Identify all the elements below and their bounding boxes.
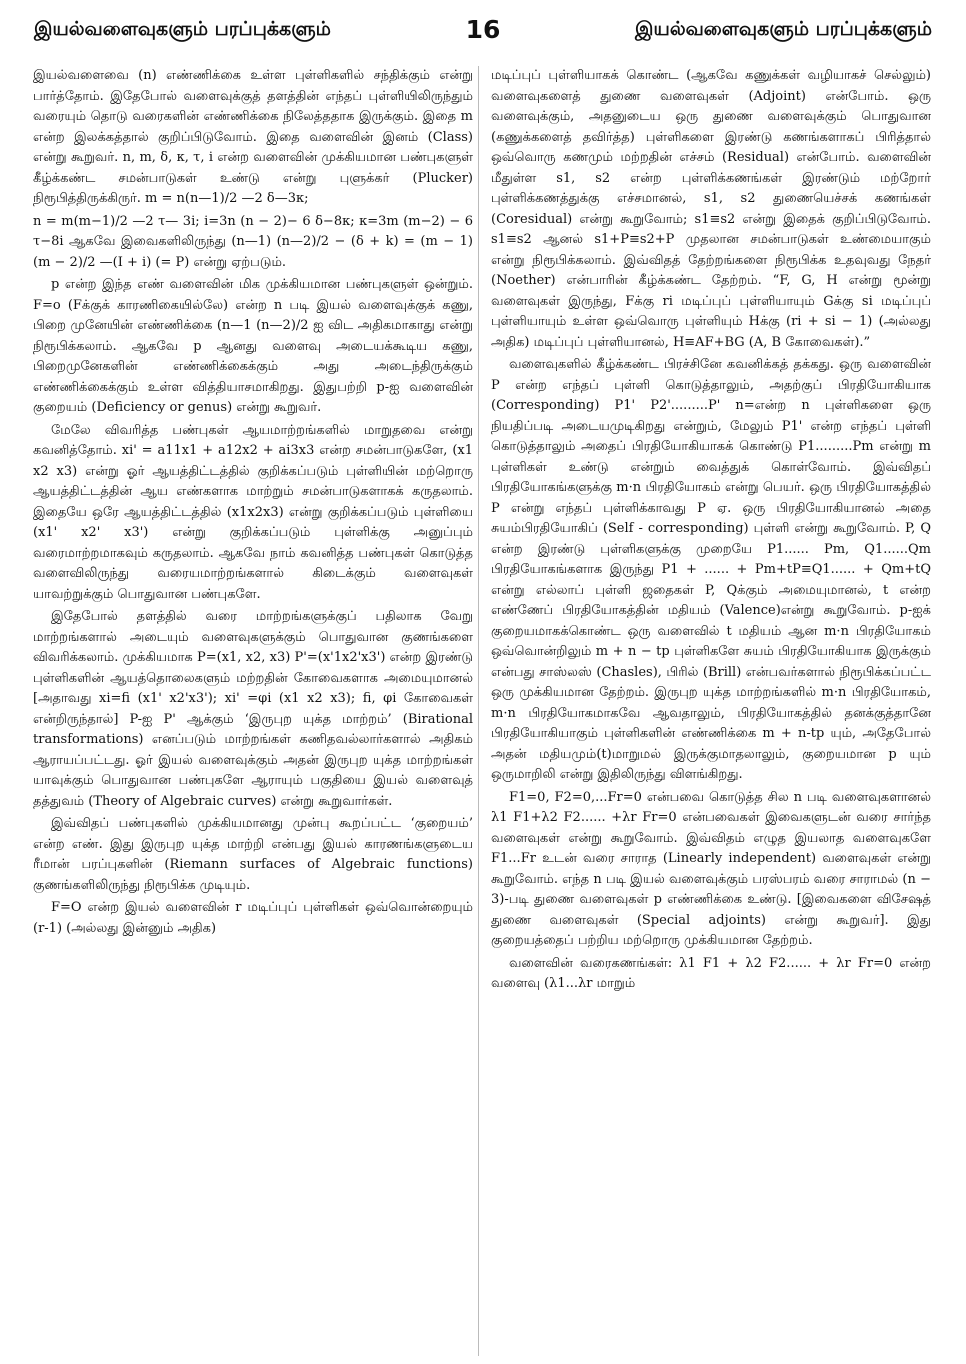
paragraph: வளைவின் வரைகணங்கள்: λ1 F1 + λ2 F2...... + λr Fr=0 என்ற வளைவு (λ1...λr மாறும் <box>491 955 931 991</box>
paragraph: இவ்விதப் பண்புகளில் முக்கியமானது முன்பு கூறப்பட்ட ‘குறையம்’ என்ற எண். இது இருபுற யுக்த மாற்றி என்பது இயல் காரணங்களுடைய ரீமான் பரப்புகளின் (Riemann surfaces of Algebraic functions) குணங்களிலிருந்து நிரூபிக்க முடியும். <box>33 816 473 893</box>
right-column <box>491 66 931 1356</box>
paragraph: n = m(m−1)/2 —2 τ— 3i; i=3n (n − 2)− 6 δ−8κ; κ=3m (m−2) − 6 τ−8i ஆகவே இவைகளிலிருந்து (n—1) (n—2)/2 − (δ + k) = (m − 1) (m − 2)/2 —(I + i) (= P) என்று ஏற்படும். <box>33 213 473 270</box>
column-divider <box>478 66 479 1356</box>
paragraph: இயல்வளைவை (n) எண்ணிக்கை உள்ள புள்ளிகளில் சந்திக்கும் என்று பார்த்தோம். இதேபோல் வளைவுக்குத் தளத்தின் எந்தப் புள்ளியிலிருந்தும் வரையும் தொடு வரைகளின் எண்ணிக்கை நிலேத்ததாக இருக்கும். இதை m என்ற இலக்கத்தால் குறிப்பிடுவோம். இதை வளைவின் இனம் (Class) என்று கூறுவர். n, m, δ, κ, τ, i என்ற வளைவின் முக்கியமான பண்புகளுள் கீழ்க்கண்ட சமன்பாடுகள் உண்டு என்று புளுக்கர் (Plucker) நிரூபித்திருக்கிருர். m = n(n—1)/2 —2 δ—3κ; <box>33 68 473 206</box>
paragraph: மேலே விவரித்த பண்புகள் ஆயமாற்றங்களில் மாறுதவை என்று கவனித்தோம். xi' = a11x1 + a12x2 + ai3x3 என்ற சமன்பாடுகளே, (x1 x2 x3) என்று ஓர் ஆயத்திட்டத்தில் குறிக்கப்படும் புள்ளியின் மற்றொரு ஆயத்திட்டத்தின் ஆய எண்களாக மாற்றும் சமன்பாடுகளாகக் கருதலாம். இதையே ஒரே ஆயத்திட்டத்தில் (x1x2x3) என்று குறிக்கப்படும் புள்ளியை (x1' x2' x3') என்று குறிக்கப்படும் புள்ளிக்கு அனுப்பும் வரைமாற்றமாகவும் கருதலாம். ஆகவே நாம் கவனித்த பண்புகள் கொடுத்த வளைவிலிருந்து வரையமாற்றங்களால் கிடைக்கும் வளைவுகள் யாவற்றுக்கும் பொதுவான பண்புகளே. <box>33 422 473 602</box>
page-number: 16 <box>465 15 501 44</box>
paragraph: F1=0, F2=0,...Fr=0 என்பவை கொடுத்த சில n படி வளைவுகளானல் λ1 F1+λ2 F2...... +λr Fr=0 என்பவைகள் இவைகளுடன் வரை சார்ந்த வளைவுகள் என்று கூறுவோம். இவ்விதம் எழுத இயலாத வளைவுகளே F1...Fr உடன் வரை சாராத (Linearly independent) வளைவுகள் என்று கூறுவோம். எந்த n படி இயல் வளைவுக்கும் பரஸ்பரம் வரை சாராமல் (n − 3)-படி துணை வளைவுகள் p எண்ணிக்கை உண்டு. [இவைகளை விசேஷத் துணை வளைவுகள் (Special adjoints) என்று கூறுவர்]. இது குறையத்தைப் பற்றிய மற்றொரு முக்கியமான தேற்றம். <box>491 789 931 948</box>
paragraph: இதேபோல் தளத்தில் வரை மாற்றங்களுக்குப் பதிலாக வேறு மாற்றங்களால் அடையும் வளைவுகளுக்கும் பொதுவான குணங்களை விவரிக்கலாம். முக்கியமாக P=(x1, x2, x3) P'=(x'1x2'x3') என்ற இரண்டு புள்ளிகளின் ஆயத்தொலைகளும் மற்றதின் கோவைகளாக அமையுமானல் [அதாவது xi=fi (x1' x2'x3'); xi' =φi (x1 x2 x3); fi, φi கோவைகள் என்றிருந்தால்] P-ஐ P' ஆக்கும் ‘இருபுற யுக்த மாற்றம்’ (Birational transformations) எனப்படும் மாற்றங்கள் கணிதவல்லார்களால் அதிகம் ஆராயப்பட்டது. ஓர் இயல் வளைவுக்கும் அதன் இருபுற யுக்த மாற்றங்கள் யாவுக்கும் பொதுவான பண்புகளே ஆராயும் பகுதியை இயல் வளைவுத் தத்துவம் (Theory of Algebraic curves) என்று கூறுவார்கள். <box>33 609 473 809</box>
paragraph: மடிப்புப் புள்ளியாகக் கொண்ட (ஆகவே கணுக்கள் வழியாகச் செல்லும்) வளைவுகளைத் துணை வளைவுகள் (Adjoint) என்போம். ஒரு வளைவுக்கும், அதனுடைய ஒரு துணை வளைவுக்கும் பொதுவான (கணுக்களைத் தவிர்த்த) புள்ளிகளை இரண்டு கணங்களாகப் பிரித்தால் ஒவ்வொரு கணமும் மற்றதின் எச்சம் (Residual) என்போம். வளைவின் மீதுள்ள s1, s2 என்ற புள்ளிக்கணங்கள் இரண்டும் மற்றோர் புள்ளிக்கணத்துக்கு எச்சமானல், s1, s2 துணையெச்சக் கணங்கள் (Coresidual) என்று கூறுவோம்; s1≡s2 என்று இதைக் குறிப்பிடுவோம். s1≡s2 ஆனல் s1+P≡s2+P முதலான சமன்பாடுகள் உண்மையாகும் என்று நிரூபிக்கலாம். இவ்விதத் தேற்றங்களை நிரூபிக்க உதவுவது நேதர் (Noether) என்பாரின் கீழ்க்கண்ட தேற்றம். “F, G, H என்று மூன்று வளைவுகள் இருந்து, Fக்கு ri மடிப்புப் புள்ளியாயும் Gக்கு si மடிப்புப் புள்ளியாயும் உள்ள ஒவ்வொரு புள்ளியும் Hக்கு (ri + si − 1) (அல்லது அதிக) மடிப்புப் புள்ளியானல், H≡AF+BG (A, B கோவைகள்).” <box>491 68 931 350</box>
left-column <box>33 66 473 1356</box>
paragraph: p என்ற இந்த எண் வளைவின் மிக முக்கியமான பண்புகளுள் ஒன்றும். F=o (Fக்குக் காரணிகையில்லே) என்ற n படி இயல் வளைவுக்குக் கணு, பிறை முனேயின் எண்ணிக்கை (n—1 (n—2)/2 ஐ விட அதிகமாகாது என்று நிரூபிக்கலாம். ஆகவே p ஆனது வளைவு அடையக்கூடிய கணு, பிறைமுனேகளின் எண்ணிக்கைக்கும் அது அடைந்திருக்கும் எண்ணிக்கைக்கும் உள்ள வித்தியாசமாகிறது. இதுபற்றி p-ஐ வளைவின் குறையம் (Deficiency or genus) என்று கூறுவர். <box>33 277 473 415</box>
paragraph: வளைவுகளில் கீழ்க்கண்ட பிரச்சினே கவனிக்கத் தக்கது. ஒரு வளைவின் P என்ற எந்தப் புள்ளி கொடுத்தாலும், அதற்குப் பிரதியோகியாக (Corresponding) P1' P2'.........P' n=என்ற n புள்ளிகளை ஒரு நியதிப்படி அடையமுடிகிறது என்றும், மேலும் P1' என்ற எந்தப் புள்ளி கொடுத்தாலும் அதைப் பிரதியோகியாகக் கொண்டு P1.........Pm என்று m புள்ளிகள் உண்டு என்றும் வைத்துக் கொள்வோம். இவ்விதப் பிரதியோகங்களுக்கு m·n பிரதியோகம் என்று பெயர். ஒரு பிரதியோகத்தில் P என்று எந்தப் புள்ளிக்காவது P ஏ. ஒரு பிரதியோகியானல் அதை சுயம்பிரதியோகிப் (Self - corresponding) புள்ளி என்று கூறுவோம். P, Q என்ற இரண்டு புள்ளிகளுக்கு முறையே P1...... Pm, Q1......Qm பிரதியோகங்களாக இருந்து P1 + ...... + Pm+tP≡Q1...... + Qm+tQ என்று எல்லாப் புள்ளி ஜதைகள் P, Qக்கும் அமையுமானல், t என்ற எண்ணேப் பிரதியோகத்தின் மதியம் (Valence)என்று கூறுவோம். p-ஐக் குறையமாகக்கொண்ட ஒரு வளைவில் t மதியம் ஆன m·n பிரதியோகம் ஒவ்வொன்றிலும் m + n − tp புள்ளிகளே சுயம் பிரதியோகியாக இருக்கும் என்பது சாஸ்லஸ் (Chasles), பிரில் (Brill) என்பவர்களால் நிரூபிக்கப்பட்ட ஒரு முக்கியமான தேற்றம். இருபுற யுக்த மாற்றங்களில் m·n பிரதியோகம், m·n பிரதியோகமாகவே ஆவதாலும், பிரதியோகத்தில் தனக்குத்தானே பிரதியோகியாகும் புள்ளிகளின் எண்ணிக்கை m + n-tp யும், அதேபோல் அதன் மதியமும்(t)மாறுமல் இருக்குமாதலாலும், குறையமான p யும் ஒருமாறிலி என்று இதிலிருந்து விளங்கிறது. <box>491 357 931 782</box>
running-head-right: இயல்வளைவுகளும் பரப்புக்களும் <box>635 18 932 40</box>
paragraph: F=O என்ற இயல் வளைவின் r மடிப்புப் புள்ளிகள் ஒவ்வொன்றையும் (r-1) (அல்லது இன்னும் அதிக) <box>33 900 473 936</box>
page-header <box>34 15 932 52</box>
running-head-left: இயல்வளைவுகளும் பரப்புக்களும் <box>34 18 331 40</box>
